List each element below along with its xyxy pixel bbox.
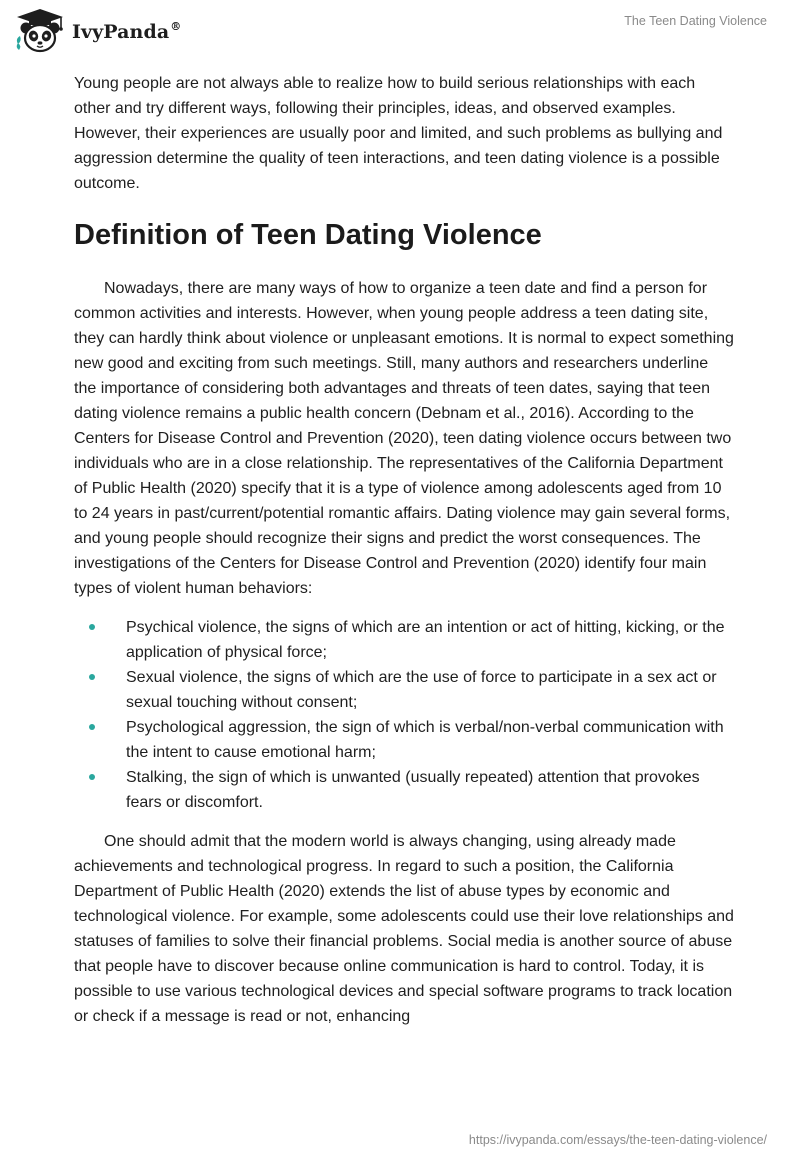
section-heading: Definition of Teen Dating Violence (74, 219, 542, 251)
list-item: Stalking, the sign of which is unwanted (usually repeated) attention that provokes fears or discomfort. (74, 765, 734, 815)
list-item: Psychical violence, the signs of which are an intention or act of hitting, kicking, or the application of physical force; (74, 615, 734, 665)
source-url[interactable]: https://ivypanda.com/essays/the-teen-dating-violence/ (468, 1133, 767, 1147)
bullet-icon (89, 674, 95, 680)
essay-content (74, 71, 734, 1029)
violence-types-list (74, 615, 734, 815)
brand-name: IvyPanda® (72, 20, 182, 43)
body-paragraph: One should admit that the modern world is always changing, using already made achievements and technological progress. In regard to such a position, the California Department of Public Health (2020) extends the list of abuse types by economic and technological violence. For example, some adolescents could use their love relationships and statuses of families to solve their financial problems. Social media is another source of abuse that people have to discover because online communication is hard to control. Today, it is possible to use various technological devices and special software programs to track location or check if a message is read or not, enhancing (74, 833, 734, 1025)
list-item: Psychological aggression, the sign of which is verbal/non-verbal communication with the intent to cause emotional harm; (74, 715, 734, 765)
document-title: The Teen Dating Violence (624, 14, 767, 28)
body-paragraph: Nowadays, there are many ways of how to organize a teen date and find a person for common activities and interests. However, when young people address a teen dating site, they can hardly think about violence or unpleasant emotions. It is normal to expect something new good and exciting from such meetings. Still, many authors and researchers underline the importance of considering both advantages and threats of teen dates, saying that teen dating violence remains a public health concern (Debnam et al., 2016). According to the Centers for Disease Control and Prevention (2020), teen dating violence occurs between two individuals who are in a close relationship. The representatives of the California Department of Public Health (2020) specify that it is a type of violence among adolescents aged from 10 to 24 years in past/current/potential romantic affairs. Dating violence may gain several forms, and young people should recognize their signs and predict the worst consequences. The investigations of the Centers for Disease Control and Prevention (2020) identify four main types of violent human behaviors: (74, 280, 734, 597)
brand-logo[interactable] (14, 8, 181, 54)
bullet-icon (89, 724, 95, 730)
bullet-icon (89, 624, 95, 630)
bullet-icon (89, 774, 95, 780)
panda-graduate-icon (14, 8, 66, 54)
list-item: Sexual violence, the signs of which are the use of force to participate in a sex act or sexual touching without consent; (74, 665, 734, 715)
intro-paragraph: Young people are not always able to realize how to build serious relationships with each other and try different ways, following their principles, ideas, and observed examples. However, their experiences are usually poor and limited, and such problems as bullying and aggression determine the quality of teen interactions, and teen dating violence is a possible outcome. (74, 75, 723, 192)
page-header (0, 0, 800, 60)
